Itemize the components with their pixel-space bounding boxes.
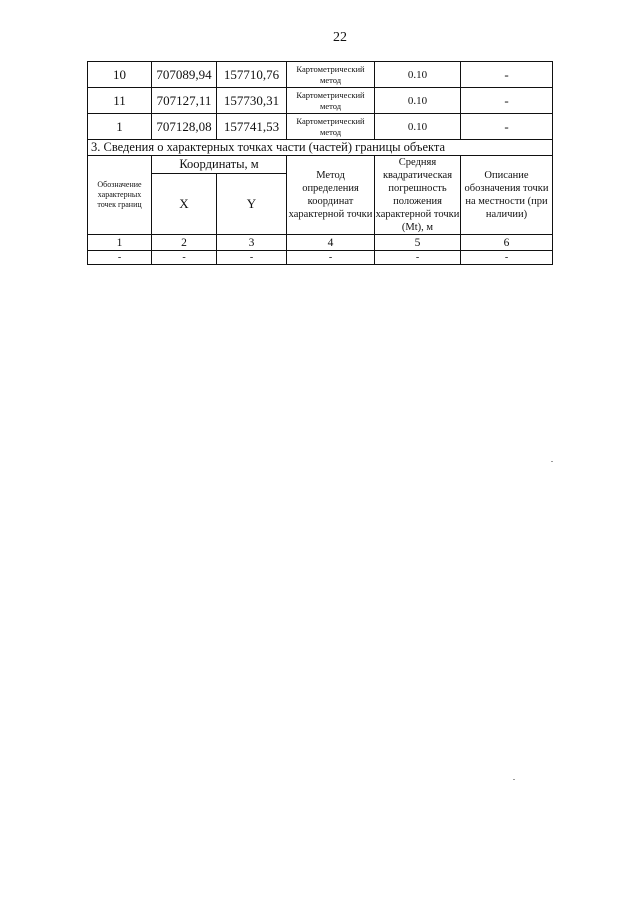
coord-y: 157710,76 (217, 62, 287, 88)
coord-y: 157730,31 (217, 88, 287, 114)
header-point-designation: Обозначение характерных точек границ (88, 156, 152, 235)
section-3-title-row (88, 140, 553, 156)
description: - (461, 114, 553, 140)
column-number: 5 (375, 235, 461, 251)
header-description: Описание обозначения точки на местности (при наличии) (461, 156, 553, 235)
table-row (88, 114, 553, 140)
point-number: 11 (88, 88, 152, 114)
table-row (88, 88, 553, 114)
header-accuracy: Средняя квадратическая погрешность положения характерной точки (Mt), м (375, 157, 460, 233)
empty-cell: - (461, 251, 553, 265)
scan-speck (551, 461, 553, 462)
table-row (88, 251, 553, 265)
column-number: 3 (217, 235, 287, 251)
accuracy: 0.10 (375, 88, 461, 114)
empty-cell: - (375, 251, 461, 265)
header-method: Метод определения координат характерной точки (287, 156, 375, 235)
header-row-top (88, 156, 553, 174)
coord-x: 707127,11 (152, 88, 217, 114)
empty-cell: - (217, 251, 287, 265)
empty-cell: - (88, 251, 152, 265)
page-number: 22 (333, 30, 347, 45)
description: - (461, 62, 553, 88)
method: Картометрический метод (287, 88, 375, 114)
column-number: 6 (461, 235, 553, 251)
coord-x: 707128,08 (152, 114, 217, 140)
accuracy: 0.10 (375, 114, 461, 140)
header-coordinates: Координаты, м (152, 156, 287, 174)
column-number: 2 (152, 235, 217, 251)
section-3-title: 3. Сведения о характерных точках части (частей) границы объекта (88, 140, 553, 156)
point-number: 10 (88, 62, 152, 88)
method: Картометрический метод (287, 114, 375, 140)
accuracy: 0.10 (375, 62, 461, 88)
point-number: 1 (88, 114, 152, 140)
header-x: X (152, 174, 217, 235)
description: - (461, 88, 553, 114)
empty-cell: - (152, 251, 217, 265)
empty-cell: - (287, 251, 375, 265)
coord-x: 707089,94 (152, 62, 217, 88)
header-y: Y (217, 174, 287, 235)
column-number: 4 (287, 235, 375, 251)
table-row (88, 62, 553, 88)
column-number: 1 (88, 235, 152, 251)
boundary-points-table (87, 61, 553, 265)
column-numbers-row (88, 235, 553, 251)
method: Картометрический метод (287, 62, 375, 88)
scan-speck (513, 779, 515, 780)
coord-y: 157741,53 (217, 114, 287, 140)
